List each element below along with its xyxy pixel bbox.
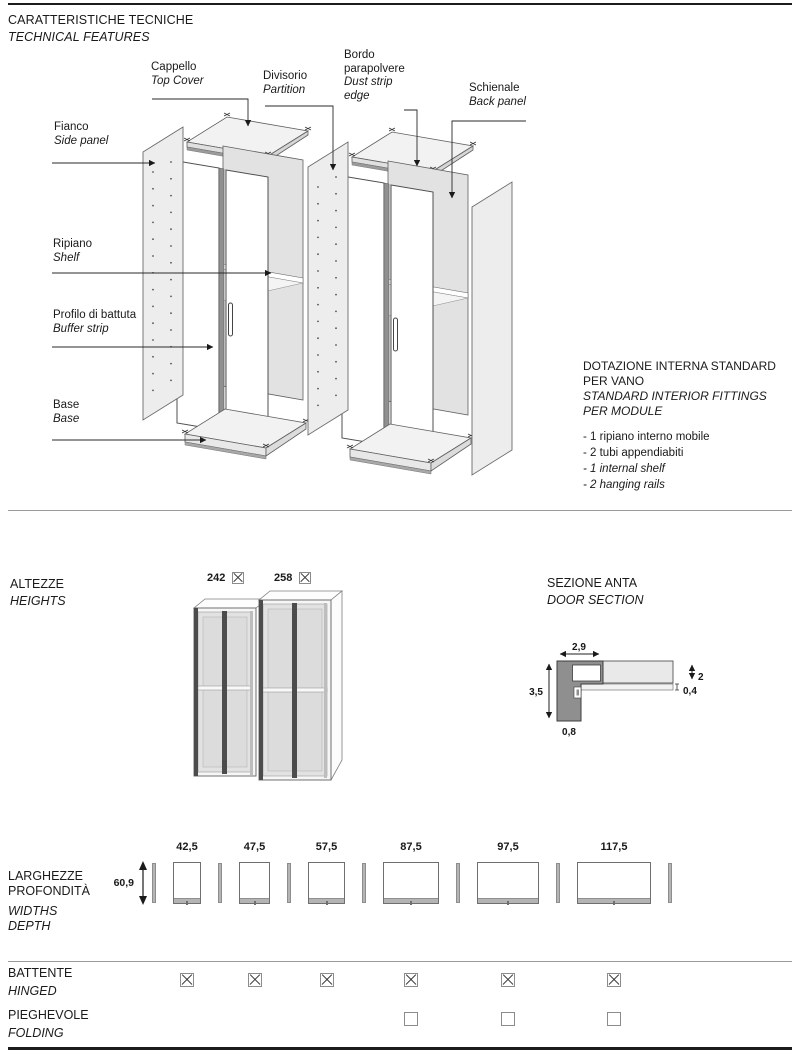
width-item <box>477 841 539 904</box>
label-bordo-parapolvere: Bordo parapolvere Dust strip edge <box>344 49 405 102</box>
height-value: 258 <box>274 572 293 584</box>
heights-module-258 <box>259 591 342 780</box>
height-option-258 <box>274 572 311 584</box>
depth-value: 60,9 <box>113 877 134 889</box>
bottom-rule <box>8 1047 792 1050</box>
width-value: 57,5 <box>315 841 338 853</box>
table-divider <box>8 961 792 962</box>
door-section-subtitle: DOOR SECTION <box>547 593 644 607</box>
hinged-checkbox-117,5 <box>607 973 621 987</box>
dim-2-9: 2,9 <box>572 642 586 653</box>
folding-checkbox-97,5 <box>501 1012 515 1026</box>
label-base: Base Base <box>53 399 80 425</box>
label-cappello: Cappello Top Cover <box>151 61 204 87</box>
height-option-242 <box>207 572 244 584</box>
width-item <box>308 841 345 904</box>
module-top-view <box>239 862 270 904</box>
heights-subtitle: HEIGHTS <box>10 594 66 608</box>
dust-strip-profile <box>581 684 673 690</box>
page-subtitle: TECHNICAL FEATURES <box>8 30 150 44</box>
heights-module-242 <box>194 599 267 776</box>
fittings-item: - 1 ripiano interno mobile <box>583 431 710 443</box>
width-value: 87,5 <box>400 841 422 853</box>
label-divisorio: Divisorio Partition <box>263 70 308 96</box>
wardrobe-module <box>342 128 476 474</box>
hinged-checkbox-42,5 <box>180 973 194 987</box>
door-leaf-bar <box>668 863 672 903</box>
width-value: 97,5 <box>497 841 519 853</box>
wardrobe-module <box>177 113 311 459</box>
door-panel-section <box>603 661 673 683</box>
fittings-title: DOTAZIONE INTERNA STANDARD PER VANO <box>583 359 776 388</box>
module-top-view <box>173 862 201 904</box>
hinged-checkbox-47,5 <box>248 973 262 987</box>
door-section-title: SEZIONE ANTA <box>547 576 638 590</box>
row-pieghevole-sublabel: FOLDING <box>8 1026 64 1040</box>
widths-subtitle-1: WIDTHS <box>8 904 58 918</box>
side-panel <box>143 127 183 420</box>
width-item <box>383 841 439 904</box>
door-leaf-bar <box>556 863 560 903</box>
folding-checkbox-117,5 <box>607 1012 621 1026</box>
door-leaf-bar <box>287 863 291 903</box>
standard-fittings-block <box>583 359 789 493</box>
fittings-item: - 1 internal shelf <box>583 463 665 475</box>
section-divider <box>8 510 792 511</box>
width-item <box>577 841 651 904</box>
dim-2: 2 <box>698 672 704 683</box>
row-battente-sublabel: HINGED <box>8 984 57 998</box>
widths-subtitle-2: DEPTH <box>8 919 51 933</box>
fittings-list <box>583 429 789 493</box>
width-value: 47,5 <box>243 841 266 853</box>
label-schienale: Schienale Back panel <box>469 82 526 108</box>
side-panel <box>472 182 512 475</box>
door-leaf-bar <box>456 863 460 903</box>
page-title: CARATTERISTICHE TECNICHE <box>8 13 194 27</box>
side-panel <box>308 142 348 435</box>
label-fianco: Fianco Side panel <box>54 121 109 147</box>
door-section-diagram <box>528 626 720 748</box>
dim-0-8: 0,8 <box>562 727 576 738</box>
hinged-checkbox-87,5 <box>404 973 418 987</box>
heights-diagram <box>185 590 355 805</box>
module-top-view <box>383 862 439 904</box>
module-top-view <box>308 862 345 904</box>
fittings-subtitle: STANDARD INTERIOR FITTINGS PER MODULE <box>583 389 767 418</box>
module-top-view <box>577 862 651 904</box>
fittings-item: - 2 tubi appendiabiti <box>583 447 684 459</box>
widths-title-2: PROFONDITÀ <box>8 884 90 898</box>
hinged-checkbox-57,5 <box>320 973 334 987</box>
fittings-item: - 2 hanging rails <box>583 479 665 491</box>
module-top-view <box>477 862 539 904</box>
width-item <box>173 841 201 904</box>
width-value: 117,5 <box>600 841 628 853</box>
dim-3-5: 3,5 <box>529 687 543 698</box>
height-258-checkbox <box>299 572 311 584</box>
width-value: 42,5 <box>176 841 198 853</box>
row-pieghevole-label: PIEGHEVOLE <box>8 1008 89 1022</box>
heights-title: ALTEZZE <box>10 577 64 591</box>
hinged-checkbox-97,5 <box>501 973 515 987</box>
door-leaf-bar <box>362 863 366 903</box>
door-leaf-bar <box>218 863 222 903</box>
width-item <box>239 841 270 904</box>
label-profilo-di-battuta: Profilo di battuta Buffer strip <box>53 309 137 335</box>
height-value: 242 <box>207 572 226 584</box>
row-battente-label: BATTENTE <box>8 966 73 980</box>
width-diagrams-row <box>0 841 672 904</box>
folding-checkbox-87,5 <box>404 1012 418 1026</box>
dim-0-4: 0,4 <box>683 686 697 697</box>
door-leaf-bar <box>152 863 156 903</box>
height-242-checkbox <box>232 572 244 584</box>
label-ripiano: Ripiano Shelf <box>53 238 92 264</box>
widths-title-1: LARGHEZZE <box>8 869 84 883</box>
